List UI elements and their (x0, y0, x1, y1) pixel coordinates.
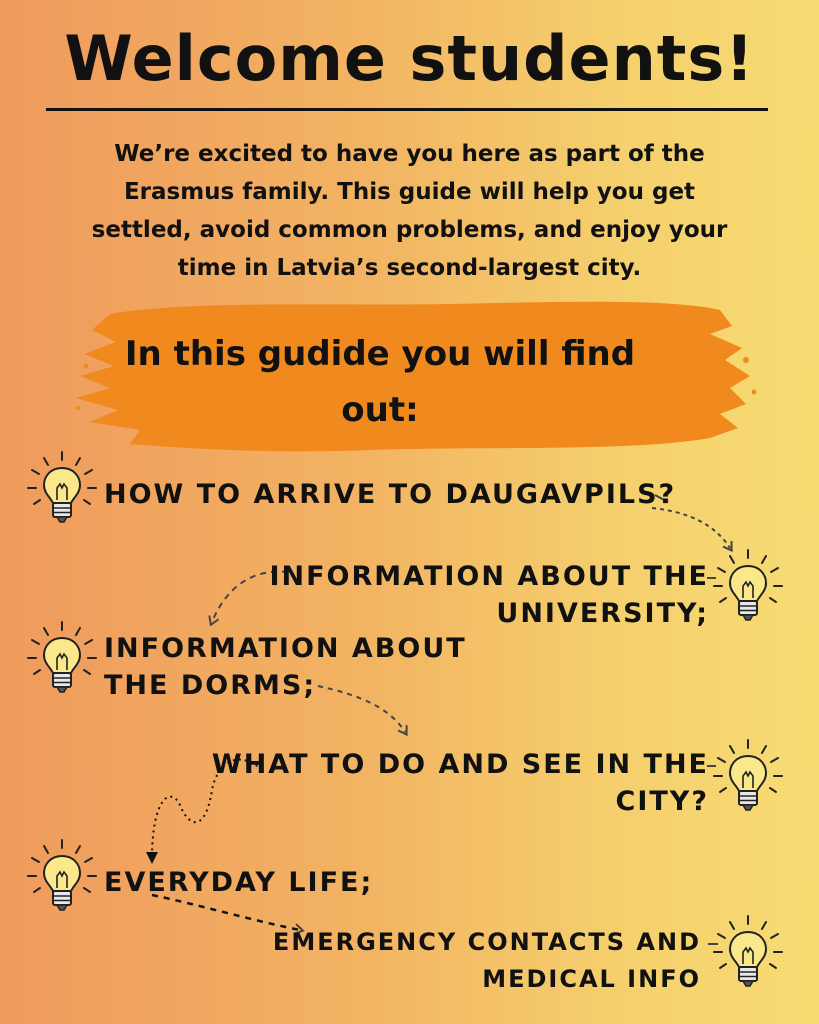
banner-line-2: out: (341, 390, 419, 430)
arrow-1 (652, 508, 730, 548)
lightbulb-icon (708, 912, 788, 992)
item-text: MEDICAL INFO (482, 965, 701, 993)
list-item-emergency (273, 924, 701, 998)
item-text: INFORMATION ABOUT THE (269, 561, 709, 592)
page-title: Welcome students! (64, 22, 755, 95)
lightbulb-icon (708, 736, 788, 816)
item-text: HOW TO ARRIVE TO DAUGAVPILS? (104, 479, 677, 510)
item-text: UNIVERSITY; (496, 598, 709, 629)
list-item-university (269, 558, 709, 632)
item-text: EVERYDAY LIFE; (104, 867, 374, 898)
lightbulb-icon (22, 618, 102, 698)
list-item-dorms (104, 630, 467, 704)
item-text: EMERGENCY CONTACTS AND (272, 928, 701, 956)
item-text: CITY? (615, 786, 709, 817)
item-text: THE DORMS; (104, 670, 317, 701)
lightbulb-icon (22, 836, 102, 916)
list-item-everyday (104, 864, 373, 901)
lightbulb-icon (708, 546, 788, 626)
list-item-city (212, 746, 709, 820)
intro-paragraph: We’re excited to have you here as part of the Erasmus family. This guide will help you get settled, avoid common problems, and enjoy your time in Latvia’s second-largest city. (91, 141, 728, 281)
item-text: INFORMATION ABOUT (104, 633, 467, 664)
item-text: WHAT TO DO AND SEE IN THE (211, 749, 709, 780)
banner-line-1: In this gudide you will find (124, 334, 636, 374)
lightbulb-icon (22, 448, 102, 528)
list-item-arrival (104, 476, 676, 513)
